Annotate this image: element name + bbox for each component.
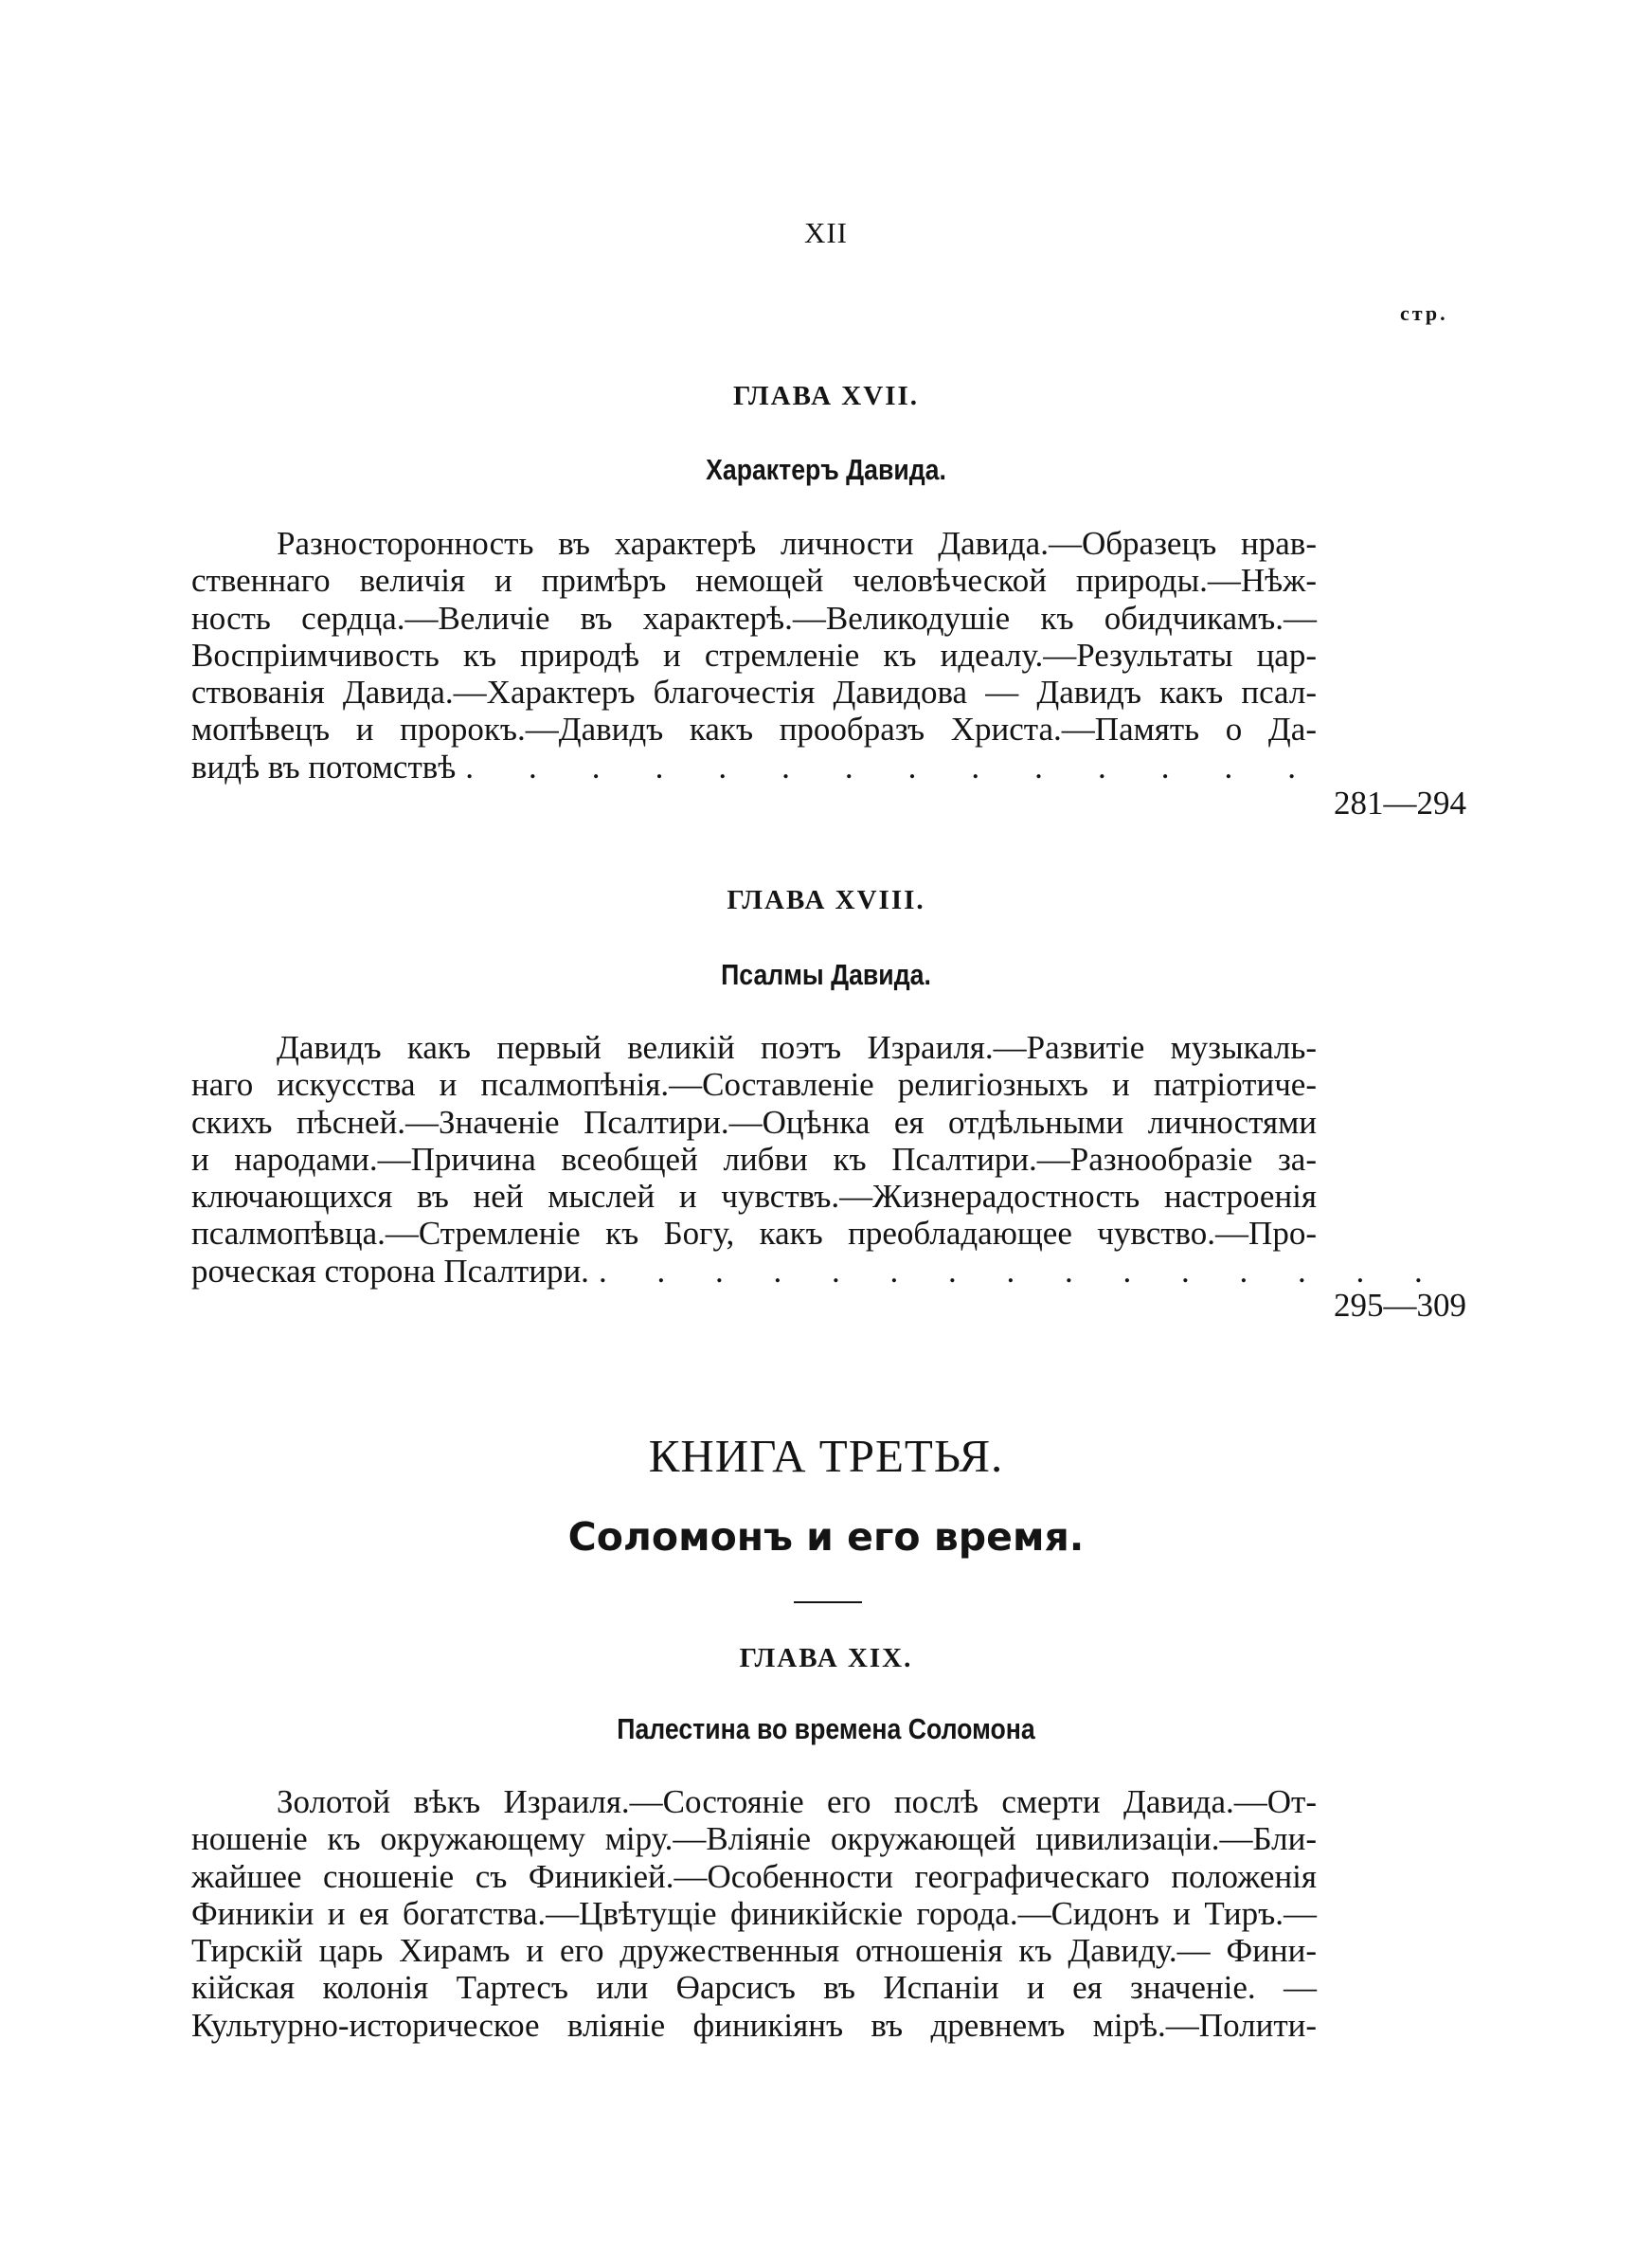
page-number: XII — [803, 216, 849, 249]
book-title: КНИГА ТРЕТЬЯ. — [648, 1430, 1004, 1482]
chapter-19-label: ГЛАВА XIX. — [739, 1643, 913, 1673]
chapter-17-summary — [191, 525, 1317, 785]
summary-last-line — [191, 749, 1317, 785]
chapter-18-title: Псалмы Давида. — [721, 958, 931, 991]
summary-line: роческая сторона Псалтири. — [191, 1252, 589, 1290]
summary-line: ствованія Давида.—Характеръ благочестія Давидова — Давидъ какъ псал- — [191, 674, 1317, 712]
summary-line: мопѣвецъ и пророкъ.—Давидъ какъ прообразъ Христа.—Память о Да- — [191, 711, 1317, 749]
summary-line: скихъ пѣсней.—Значеніе Псалтири.—Оцѣнка ея отдѣльными личностями — [191, 1103, 1317, 1141]
chapter-18-pages: 295—309 — [1334, 1287, 1466, 1324]
summary-line: ключающихся въ ней мыслей и чувствъ.—Жизнерадостность настроенія — [191, 1178, 1317, 1216]
summary-line: ственнаго величія и примѣръ немощей человѣческой природы.—Нѣж- — [191, 562, 1317, 600]
chapter-17-pages: 281—294 — [1334, 785, 1466, 822]
chapter-19-title: Палестина во времена Соломона — [617, 1712, 1035, 1745]
summary-line: псалмопѣвца.—Стремленіе къ Богу, какъ преобладающее чувство.—Про- — [191, 1215, 1317, 1253]
chapter-18-summary — [191, 1029, 1444, 1290]
summary-line: Финикіи и ея богатства.—Цвѣтущіе финикійскіе города.—Сидонъ и Тиръ.— — [191, 1894, 1317, 1932]
summary-line: Разносторонность въ характерѣ личности Давида.—Образецъ нрав- — [277, 525, 1317, 562]
page-column-label: стр. — [1400, 301, 1448, 325]
divider-rule — [794, 1601, 862, 1603]
summary-line: кійская колонія Тартесъ или Өарсисъ въ Испаніи и ея значеніе. — — [191, 1969, 1317, 2007]
summary-line: Давидъ какъ первый великій поэтъ Израиля.—Развитіе музыкаль- — [277, 1029, 1317, 1066]
summary-last-line — [191, 1252, 1444, 1290]
summary-line: наго искусства и псалмопѣнія.—Составленіе религіозныхъ и патріотиче- — [191, 1066, 1317, 1104]
chapter-17-label: ГЛАВА XVII. — [732, 381, 920, 411]
dot-leaders: . . . . . . . . . . . . . . — [465, 748, 1317, 785]
summary-line: Культурно-историческое вліяніе финикіянъ въ древнемъ мірѣ.—Полити- — [191, 2006, 1317, 2044]
chapter-17-title: Характеръ Давида. — [706, 453, 946, 486]
summary-line: жайшее сношеніе съ Финикіей.—Особенности географическаго положенія — [191, 1857, 1317, 1895]
book-subtitle: Соломонъ и его время. — [567, 1514, 1085, 1560]
summary-line: видѣ въ потомствѣ — [191, 748, 457, 785]
dot-leaders: . . . . . . . . . . . . . . . — [598, 1252, 1444, 1290]
summary-line: и народами.—Причина всеобщей либви къ Псалтири.—Разнообразіе за- — [191, 1140, 1317, 1178]
chapter-19-summary — [191, 1783, 1317, 2044]
summary-line: ношеніе къ окружающему міру.—Вліяніе окружающей цивилизаціи.—Бли- — [191, 1820, 1317, 1858]
summary-line: Тирскій царь Хирамъ и его дружественныя отношенія къ Давиду.— Фини- — [191, 1932, 1317, 1970]
chapter-18-label: ГЛАВА XVIII. — [727, 885, 925, 915]
summary-line: Воспріимчивость къ природѣ и стремленіе къ идеалу.—Результаты цар- — [191, 636, 1317, 674]
summary-line: Золотой вѣкъ Израиля.—Состояніе его послѣ смерти Давида.—От- — [277, 1783, 1317, 1820]
summary-line: ность сердца.—Величіе въ характерѣ.—Великодушіе къ обидчикамъ.— — [191, 599, 1317, 637]
